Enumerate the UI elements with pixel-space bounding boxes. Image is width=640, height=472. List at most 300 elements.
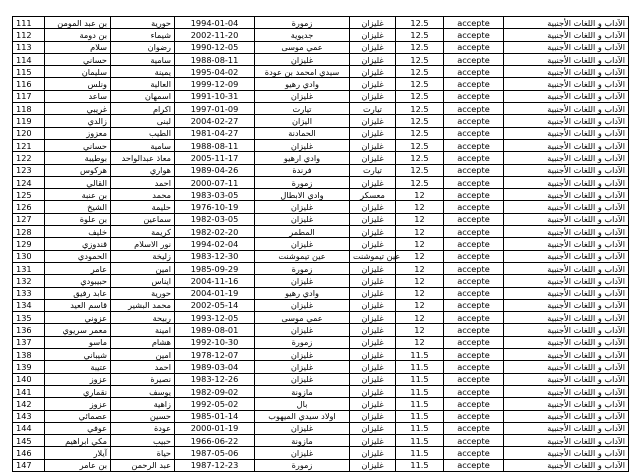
- cell-last-name: عزوز: [45, 398, 111, 410]
- cell-status: accepte: [444, 422, 504, 434]
- cell-status: accepte: [444, 90, 504, 102]
- table-row: [13, 213, 629, 225]
- cell-wilaya: غليزان: [350, 349, 396, 361]
- cell-birth-date: 2004-01-19: [175, 287, 255, 299]
- cell-grade: 11.5: [396, 373, 444, 385]
- cell-last-name: قاسم العيد: [45, 299, 111, 311]
- table-row: [13, 312, 629, 324]
- cell-wilaya: تيارت: [350, 103, 396, 115]
- cell-id: 122: [13, 152, 45, 164]
- cell-birth-date: 1994-01-04: [175, 17, 255, 29]
- cell-specialty: الآداب و اللغات الأجنبية: [504, 373, 629, 385]
- table-row: [13, 189, 629, 201]
- cell-status: accepte: [444, 398, 504, 410]
- cell-birth-date: 2002-05-14: [175, 299, 255, 311]
- table-row: [13, 17, 629, 29]
- cell-id: 140: [13, 373, 45, 385]
- cell-wilaya: غليزان: [350, 53, 396, 65]
- cell-wilaya: غليزان: [350, 17, 396, 29]
- results-sheet: [12, 16, 628, 472]
- cell-birthplace: غليزان: [255, 275, 350, 287]
- cell-specialty: الآداب و اللغات الأجنبية: [504, 189, 629, 201]
- cell-grade: 12: [396, 213, 444, 225]
- cell-specialty: الآداب و اللغات الأجنبية: [504, 127, 629, 139]
- cell-status: accepte: [444, 226, 504, 238]
- cell-grade: 11.5: [396, 459, 444, 471]
- cell-status: accepte: [444, 201, 504, 213]
- cell-id: 147: [13, 459, 45, 471]
- cell-first-name: امين: [111, 262, 175, 274]
- table-row: [13, 373, 629, 385]
- cell-first-name: حسين: [111, 410, 175, 422]
- cell-wilaya: غليزان: [350, 361, 396, 373]
- cell-birth-date: 1987-12-23: [175, 459, 255, 471]
- cell-first-name: ايناس: [111, 275, 175, 287]
- cell-birth-date: 2000-01-19: [175, 422, 255, 434]
- cell-birthplace: تيارت: [255, 103, 350, 115]
- table-row: [13, 115, 629, 127]
- cell-specialty: الآداب و اللغات الأجنبية: [504, 336, 629, 348]
- cell-birth-date: 1983-12-26: [175, 373, 255, 385]
- cell-status: accepte: [444, 238, 504, 250]
- cell-birth-date: 1983-12-30: [175, 250, 255, 262]
- cell-grade: 11.5: [396, 398, 444, 410]
- cell-specialty: الآداب و اللغات الأجنبية: [504, 41, 629, 53]
- cell-birthplace: غليزان: [255, 373, 350, 385]
- cell-wilaya: غليزان: [350, 115, 396, 127]
- cell-first-name: نصيرة: [111, 373, 175, 385]
- cell-first-name: عبد الرحمن: [111, 459, 175, 471]
- cell-birthplace: مازونة: [255, 385, 350, 397]
- cell-specialty: الآداب و اللغات الأجنبية: [504, 312, 629, 324]
- cell-grade: 12: [396, 324, 444, 336]
- cell-status: accepte: [444, 189, 504, 201]
- results-table: [12, 16, 629, 472]
- table-row: [13, 78, 629, 90]
- table-row: [13, 398, 629, 410]
- cell-status: accepte: [444, 78, 504, 90]
- cell-birthplace: مازونة: [255, 435, 350, 447]
- cell-status: accepte: [444, 152, 504, 164]
- cell-specialty: الآداب و اللغات الأجنبية: [504, 53, 629, 65]
- cell-wilaya: غليزان: [350, 447, 396, 459]
- cell-id: 126: [13, 201, 45, 213]
- cell-first-name: ربيحة: [111, 312, 175, 324]
- cell-birthplace: عين تيموشنت: [255, 250, 350, 262]
- cell-grade: 12.5: [396, 66, 444, 78]
- cell-birth-date: 1978-12-07: [175, 349, 255, 361]
- cell-id: 115: [13, 66, 45, 78]
- cell-birthplace: سيدي امحمد بن عودة: [255, 66, 350, 78]
- cell-status: accepte: [444, 115, 504, 127]
- cell-birthplace: زمورة: [255, 459, 350, 471]
- cell-id: 143: [13, 410, 45, 422]
- table-row: [13, 41, 629, 53]
- cell-specialty: الآداب و اللغات الأجنبية: [504, 90, 629, 102]
- cell-grade: 11.5: [396, 447, 444, 459]
- cell-birth-date: 1989-04-26: [175, 164, 255, 176]
- cell-last-name: حبيبودي: [45, 275, 111, 287]
- cell-birth-date: 1993-12-05: [175, 312, 255, 324]
- cell-grade: 12: [396, 312, 444, 324]
- cell-specialty: الآداب و اللغات الأجنبية: [504, 66, 629, 78]
- cell-grade: 12.5: [396, 139, 444, 151]
- cell-id: 146: [13, 447, 45, 459]
- cell-last-name: بن عامر: [45, 459, 111, 471]
- cell-specialty: الآداب و اللغات الأجنبية: [504, 447, 629, 459]
- cell-last-name: آيلار: [45, 447, 111, 459]
- cell-specialty: الآداب و اللغات الأجنبية: [504, 103, 629, 115]
- cell-specialty: الآداب و اللغات الأجنبية: [504, 349, 629, 361]
- cell-status: accepte: [444, 385, 504, 397]
- cell-wilaya: غليزان: [350, 398, 396, 410]
- cell-specialty: الآداب و اللغات الأجنبية: [504, 17, 629, 29]
- cell-status: accepte: [444, 41, 504, 53]
- cell-status: accepte: [444, 312, 504, 324]
- cell-first-name: سامية: [111, 53, 175, 65]
- cell-id: 129: [13, 238, 45, 250]
- cell-birthplace: المطمر: [255, 226, 350, 238]
- cell-wilaya: غليزان: [350, 238, 396, 250]
- cell-id: 144: [13, 422, 45, 434]
- cell-grade: 12.5: [396, 41, 444, 53]
- cell-id: 131: [13, 262, 45, 274]
- cell-birthplace: زمورة: [255, 176, 350, 188]
- cell-last-name: حساني: [45, 53, 111, 65]
- cell-birth-date: 1990-12-05: [175, 41, 255, 53]
- cell-id: 134: [13, 299, 45, 311]
- cell-wilaya: غليزان: [350, 336, 396, 348]
- cell-id: 111: [13, 17, 45, 29]
- cell-birthplace: زمورة: [255, 336, 350, 348]
- table-row: [13, 275, 629, 287]
- cell-specialty: الآداب و اللغات الأجنبية: [504, 29, 629, 41]
- cell-status: accepte: [444, 66, 504, 78]
- cell-first-name: حبيب: [111, 435, 175, 447]
- table-row: [13, 226, 629, 238]
- cell-birth-date: 1983-03-05: [175, 189, 255, 201]
- cell-grade: 11.5: [396, 385, 444, 397]
- cell-specialty: الآداب و اللغات الأجنبية: [504, 262, 629, 274]
- cell-first-name: محمد: [111, 189, 175, 201]
- cell-specialty: الآداب و اللغات الأجنبية: [504, 287, 629, 299]
- cell-status: accepte: [444, 410, 504, 422]
- cell-birthplace: غليزان: [255, 324, 350, 336]
- cell-status: accepte: [444, 250, 504, 262]
- cell-wilaya: غليزان: [350, 287, 396, 299]
- cell-specialty: الآداب و اللغات الأجنبية: [504, 139, 629, 151]
- cell-birth-date: 1992-10-30: [175, 336, 255, 348]
- cell-id: 142: [13, 398, 45, 410]
- cell-wilaya: غليزان: [350, 459, 396, 471]
- cell-last-name: القالي: [45, 176, 111, 188]
- cell-grade: 12.5: [396, 103, 444, 115]
- cell-grade: 11.5: [396, 361, 444, 373]
- cell-wilaya: غليزان: [350, 262, 396, 274]
- cell-last-name: عزوز: [45, 373, 111, 385]
- cell-wilaya: غليزان: [350, 324, 396, 336]
- cell-last-name: غريبي: [45, 103, 111, 115]
- cell-status: accepte: [444, 349, 504, 361]
- cell-wilaya: غليزان: [350, 66, 396, 78]
- cell-wilaya: غليزان: [350, 275, 396, 287]
- cell-birth-date: 1981-04-27: [175, 127, 255, 139]
- cell-birthplace: غليزان: [255, 213, 350, 225]
- cell-wilaya: غليزان: [350, 385, 396, 397]
- cell-first-name: اسمهان: [111, 90, 175, 102]
- table-row: [13, 176, 629, 188]
- cell-first-name: شيماء: [111, 29, 175, 41]
- cell-status: accepte: [444, 164, 504, 176]
- table-row: [13, 53, 629, 65]
- cell-birthplace: اولاد سيدي الميهوب: [255, 410, 350, 422]
- cell-birth-date: 1999-12-09: [175, 78, 255, 90]
- cell-last-name: هركوس: [45, 164, 111, 176]
- cell-last-name: بن علوة: [45, 213, 111, 225]
- cell-birth-date: 1982-02-20: [175, 226, 255, 238]
- cell-birthplace: غليزان: [255, 90, 350, 102]
- cell-specialty: الآداب و اللغات الأجنبية: [504, 176, 629, 188]
- cell-last-name: ونلس: [45, 78, 111, 90]
- table-row: [13, 139, 629, 151]
- cell-first-name: زاهية: [111, 398, 175, 410]
- cell-birth-date: 1995-04-02: [175, 66, 255, 78]
- table-row: [13, 164, 629, 176]
- cell-birthplace: وادي رهيو: [255, 78, 350, 90]
- cell-grade: 12.5: [396, 115, 444, 127]
- cell-last-name: حساني: [45, 139, 111, 151]
- cell-grade: 12: [396, 238, 444, 250]
- cell-grade: 11.5: [396, 410, 444, 422]
- cell-grade: 12.5: [396, 127, 444, 139]
- cell-birth-date: 1991-10-31: [175, 90, 255, 102]
- cell-birth-date: 1982-09-02: [175, 385, 255, 397]
- cell-birthplace: وادي الابطال: [255, 189, 350, 201]
- table-row: [13, 435, 629, 447]
- cell-grade: 12.5: [396, 29, 444, 41]
- cell-grade: 11.5: [396, 422, 444, 434]
- cell-last-name: مكي ابراهيم: [45, 435, 111, 447]
- cell-first-name: سامية: [111, 139, 175, 151]
- cell-specialty: الآداب و اللغات الأجنبية: [504, 361, 629, 373]
- cell-first-name: هواري: [111, 164, 175, 176]
- table-row: [13, 385, 629, 397]
- cell-specialty: الآداب و اللغات الأجنبية: [504, 459, 629, 471]
- cell-birthplace: اليزان: [255, 115, 350, 127]
- cell-birth-date: 1987-05-06: [175, 447, 255, 459]
- cell-grade: 12.5: [396, 53, 444, 65]
- cell-birth-date: 1989-03-04: [175, 361, 255, 373]
- cell-wilaya: غليزان: [350, 299, 396, 311]
- cell-wilaya: غليزان: [350, 410, 396, 422]
- cell-last-name: الحمودي: [45, 250, 111, 262]
- cell-grade: 11.5: [396, 435, 444, 447]
- cell-status: accepte: [444, 139, 504, 151]
- cell-status: accepte: [444, 459, 504, 471]
- cell-id: 121: [13, 139, 45, 151]
- cell-specialty: الآداب و اللغات الأجنبية: [504, 78, 629, 90]
- cell-status: accepte: [444, 435, 504, 447]
- cell-last-name: بن عبد المومن: [45, 17, 111, 29]
- cell-id: 124: [13, 176, 45, 188]
- table-row: [13, 422, 629, 434]
- cell-birth-date: 1966-06-22: [175, 435, 255, 447]
- cell-wilaya: غليزان: [350, 41, 396, 53]
- cell-first-name: الطيب: [111, 127, 175, 139]
- cell-id: 120: [13, 127, 45, 139]
- cell-grade: 12.5: [396, 152, 444, 164]
- cell-birth-date: 1989-08-01: [175, 324, 255, 336]
- cell-specialty: الآداب و اللغات الأجنبية: [504, 299, 629, 311]
- cell-specialty: الآداب و اللغات الأجنبية: [504, 115, 629, 127]
- cell-id: 145: [13, 435, 45, 447]
- cell-last-name: بن دومة: [45, 29, 111, 41]
- cell-grade: 12.5: [396, 176, 444, 188]
- cell-birthplace: غليزان: [255, 349, 350, 361]
- table-row: [13, 127, 629, 139]
- cell-status: accepte: [444, 103, 504, 115]
- table-row: [13, 66, 629, 78]
- cell-birthplace: عمي موسى: [255, 312, 350, 324]
- cell-last-name: بن عنبة: [45, 189, 111, 201]
- cell-wilaya: غليزان: [350, 29, 396, 41]
- cell-wilaya: غليزان: [350, 226, 396, 238]
- cell-birthplace: وادي ارهيو: [255, 152, 350, 164]
- cell-specialty: الآداب و اللغات الأجنبية: [504, 435, 629, 447]
- cell-grade: 12.5: [396, 78, 444, 90]
- cell-id: 125: [13, 189, 45, 201]
- cell-status: accepte: [444, 127, 504, 139]
- cell-last-name: معمر سريوي: [45, 324, 111, 336]
- cell-first-name: العالية: [111, 78, 175, 90]
- table-body: [13, 17, 629, 472]
- cell-id: 114: [13, 53, 45, 65]
- table-row: [13, 336, 629, 348]
- cell-first-name: كريمة: [111, 226, 175, 238]
- cell-id: 118: [13, 103, 45, 115]
- cell-last-name: عتيبة: [45, 361, 111, 373]
- cell-id: 137: [13, 336, 45, 348]
- cell-specialty: الآداب و اللغات الأجنبية: [504, 385, 629, 397]
- cell-wilaya: غليزان: [350, 422, 396, 434]
- cell-first-name: معاذ عبدالواحد: [111, 152, 175, 164]
- cell-wilaya: معسكر: [350, 189, 396, 201]
- cell-birthplace: بال: [255, 398, 350, 410]
- cell-grade: 11.5: [396, 349, 444, 361]
- cell-status: accepte: [444, 299, 504, 311]
- table-row: [13, 447, 629, 459]
- cell-first-name: رضوان: [111, 41, 175, 53]
- cell-birth-date: 1976-10-19: [175, 201, 255, 213]
- cell-wilaya: غليزان: [350, 90, 396, 102]
- cell-status: accepte: [444, 447, 504, 459]
- cell-wilaya: تيارت: [350, 164, 396, 176]
- cell-last-name: عزوني: [45, 312, 111, 324]
- cell-birth-date: 1982-03-05: [175, 213, 255, 225]
- cell-grade: 12: [396, 275, 444, 287]
- cell-birthplace: غليزان: [255, 238, 350, 250]
- cell-wilaya: غليزان: [350, 78, 396, 90]
- cell-birthplace: غليزان: [255, 53, 350, 65]
- cell-first-name: احمد: [111, 361, 175, 373]
- cell-last-name: خليف: [45, 226, 111, 238]
- cell-first-name: اكرام: [111, 103, 175, 115]
- cell-birth-date: 2004-11-16: [175, 275, 255, 287]
- cell-specialty: الآداب و اللغات الأجنبية: [504, 422, 629, 434]
- cell-wilaya: غليزان: [350, 312, 396, 324]
- table-row: [13, 410, 629, 422]
- cell-birth-date: 2005-11-17: [175, 152, 255, 164]
- table-row: [13, 29, 629, 41]
- cell-first-name: حورية: [111, 17, 175, 29]
- cell-id: 113: [13, 41, 45, 53]
- table-row: [13, 262, 629, 274]
- cell-id: 116: [13, 78, 45, 90]
- cell-status: accepte: [444, 213, 504, 225]
- cell-first-name: محمد البشير: [111, 299, 175, 311]
- table-row: [13, 459, 629, 471]
- table-row: [13, 287, 629, 299]
- cell-birthplace: زمورة: [255, 17, 350, 29]
- cell-birth-date: 2002-11-20: [175, 29, 255, 41]
- cell-first-name: يوسف: [111, 385, 175, 397]
- cell-first-name: حليمة: [111, 201, 175, 213]
- cell-grade: 12: [396, 201, 444, 213]
- table-row: [13, 250, 629, 262]
- cell-birthplace: زمورة: [255, 262, 350, 274]
- cell-last-name: الشيخ: [45, 201, 111, 213]
- cell-last-name: عوفي: [45, 422, 111, 434]
- cell-first-name: سماعين: [111, 213, 175, 225]
- cell-last-name: عصمائي: [45, 410, 111, 422]
- cell-status: accepte: [444, 373, 504, 385]
- cell-first-name: حياة: [111, 447, 175, 459]
- cell-last-name: قندوزي: [45, 238, 111, 250]
- cell-last-name: زالدي: [45, 115, 111, 127]
- cell-birthplace: غليزان: [255, 139, 350, 151]
- cell-id: 133: [13, 287, 45, 299]
- cell-id: 119: [13, 115, 45, 127]
- table-row: [13, 238, 629, 250]
- cell-status: accepte: [444, 53, 504, 65]
- cell-status: accepte: [444, 361, 504, 373]
- cell-specialty: الآداب و اللغات الأجنبية: [504, 410, 629, 422]
- cell-specialty: الآداب و اللغات الأجنبية: [504, 152, 629, 164]
- cell-birthplace: الحمادنة: [255, 127, 350, 139]
- cell-last-name: عامر: [45, 262, 111, 274]
- cell-grade: 12: [396, 336, 444, 348]
- cell-specialty: الآداب و اللغات الأجنبية: [504, 213, 629, 225]
- cell-wilaya: غليزان: [350, 435, 396, 447]
- table-row: [13, 299, 629, 311]
- cell-first-name: امين: [111, 349, 175, 361]
- cell-birthplace: وادي رهيو: [255, 287, 350, 299]
- cell-birthplace: عمي موسى: [255, 41, 350, 53]
- cell-status: accepte: [444, 29, 504, 41]
- cell-first-name: هشام: [111, 336, 175, 348]
- cell-wilaya: غليزان: [350, 373, 396, 385]
- cell-birth-date: 1997-01-09: [175, 103, 255, 115]
- table-row: [13, 152, 629, 164]
- cell-status: accepte: [444, 262, 504, 274]
- cell-specialty: الآداب و اللغات الأجنبية: [504, 275, 629, 287]
- cell-last-name: سلام: [45, 41, 111, 53]
- cell-last-name: ساعد: [45, 90, 111, 102]
- cell-birthplace: غليزان: [255, 201, 350, 213]
- cell-birth-date: 1992-05-02: [175, 398, 255, 410]
- cell-birthplace: جديوية: [255, 29, 350, 41]
- cell-wilaya: غليزان: [350, 213, 396, 225]
